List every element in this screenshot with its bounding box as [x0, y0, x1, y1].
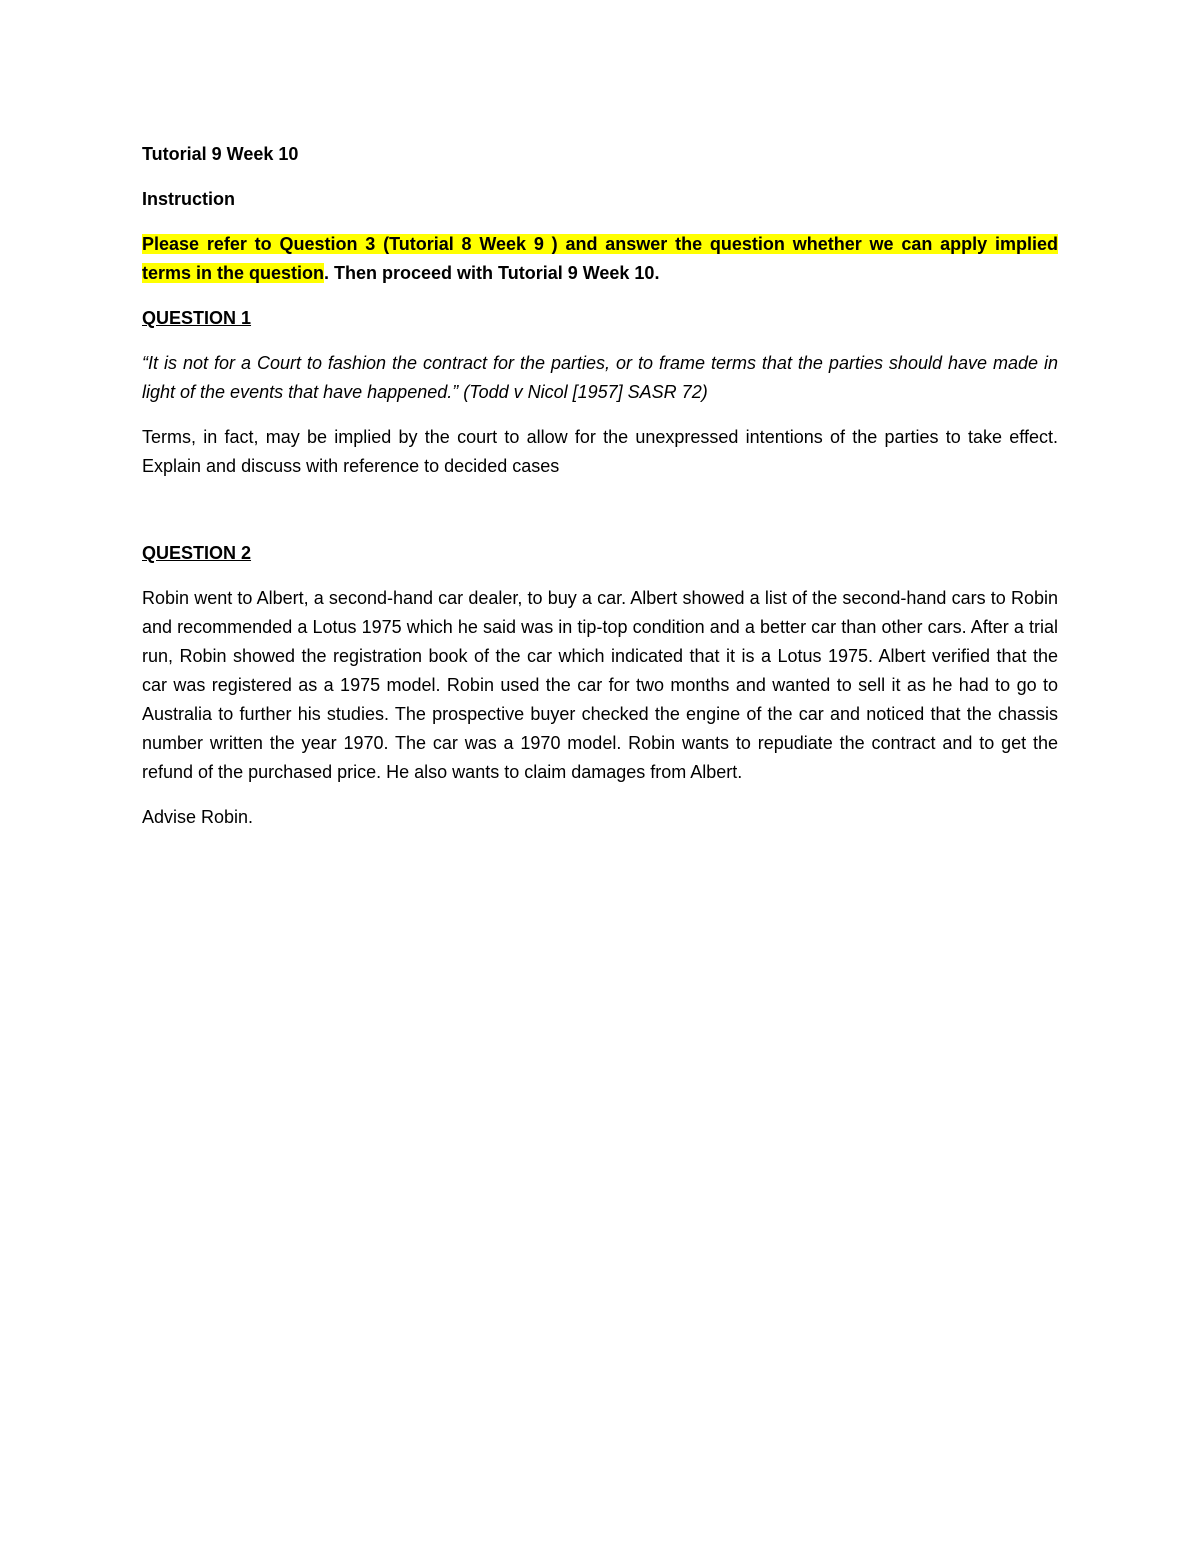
instruction-rest: . Then proceed with Tutorial 9 Week 10.	[324, 263, 660, 283]
document-title: Tutorial 9 Week 10	[142, 144, 299, 164]
question1-citation: (Todd v Nicol [1957] SASR 72)	[458, 382, 708, 402]
question1-quote-text: “It is not for a Court to fashion the contract for the parties, or to frame terms that the parties should have made in light of the events that have happened.”	[142, 353, 1058, 402]
section-spacer	[142, 497, 1058, 539]
question1-heading: QUESTION 1	[142, 308, 252, 328]
question1-body: Terms, in fact, may be implied by the court to allow for the unexpressed intentions of the parties to take effect. Explain and discuss with reference to decided cases	[142, 427, 1058, 476]
document-content	[142, 140, 1058, 848]
question2-closing: Advise Robin.	[142, 807, 254, 827]
instruction-highlight: Please refer to Question 3 (Tutorial 8 Week 9 ) and answer the question whether we can apply implied terms in the question	[142, 234, 1058, 283]
instruction-label: Instruction	[142, 189, 235, 209]
question2-heading: QUESTION 2	[142, 543, 252, 563]
question2-body: Robin went to Albert, a second-hand car dealer, to buy a car. Albert showed a list of the second-hand cars to Robin and recommended a Lotus 1975 which he said was in tip-top condition and a better car than other cars. After a trial run, Robin showed the registration book of the car which indicated that it is a Lotus 1975. Albert verified that the car was registered as a 1975 model. Robin used the car for two months and wanted to sell it as he had to go to Australia to further his studies. The prospective buyer checked the engine of the car and noticed that the chassis number written the year 1970. The car was a 1970 model. Robin wants to repudiate the contract and to get the refund of the purchased price. He also wants to claim damages from Albert.	[142, 588, 1058, 782]
question1-quote	[142, 349, 1058, 407]
instruction-text	[142, 230, 1058, 288]
